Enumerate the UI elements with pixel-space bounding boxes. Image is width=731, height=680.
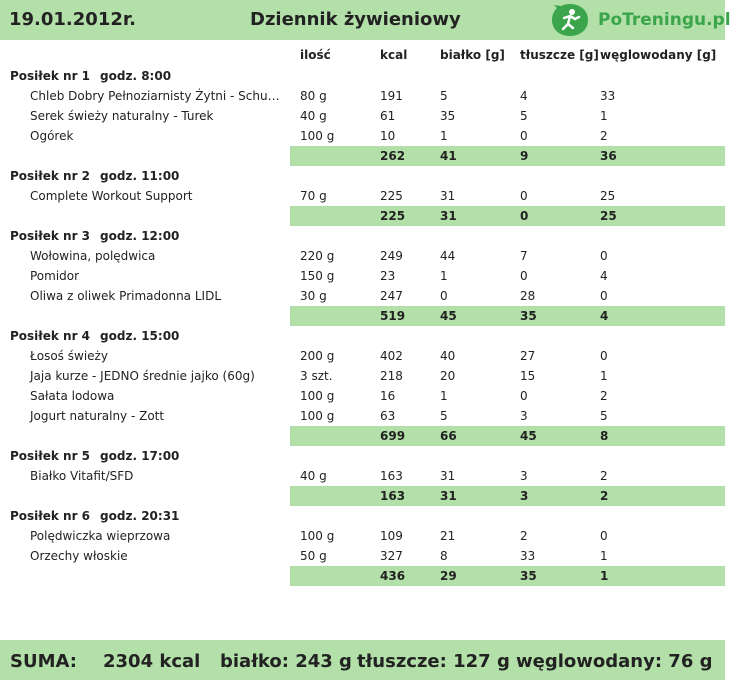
total-protein: 31 (440, 209, 457, 223)
food-kcal: 10 (380, 129, 396, 143)
summary-kcal: 2304 kcal (103, 651, 201, 672)
food-qty: 80 g (300, 89, 327, 103)
food-kcal: 16 (380, 389, 396, 403)
table-row (0, 546, 725, 566)
food-fat: 33 (520, 549, 536, 563)
food-carbs: 2 (600, 129, 608, 143)
food-kcal: 402 (380, 349, 403, 363)
total-protein: 31 (440, 489, 457, 503)
food-carbs: 5 (600, 409, 608, 423)
food-name: Serek świeży naturalny - Turek (30, 109, 214, 123)
table-row (0, 366, 725, 386)
food-protein: 40 (440, 349, 456, 363)
food-qty: 220 g (300, 249, 335, 263)
total-kcal: 163 (380, 489, 406, 503)
summary-label: SUMA: (10, 651, 77, 672)
food-carbs: 2 (600, 389, 608, 403)
table-row (0, 266, 725, 286)
food-carbs: 33 (600, 89, 616, 103)
food-name: Białko Vitafit/SFD (30, 469, 134, 483)
food-qty: 50 g (300, 549, 327, 563)
food-qty: 200 g (300, 349, 335, 363)
total-carbs: 8 (600, 429, 609, 443)
food-name: Wołowina, polędwica (30, 249, 156, 263)
table-row (0, 86, 725, 106)
total-fat: 3 (520, 489, 529, 503)
total-fat: 0 (520, 209, 529, 223)
food-kcal: 191 (380, 89, 403, 103)
food-kcal: 247 (380, 289, 403, 303)
total-carbs: 1 (600, 569, 609, 583)
column-header-fat: tłuszcze [g] (520, 48, 599, 62)
table-row (0, 526, 725, 546)
column-header-protein: białko [g] (440, 48, 505, 62)
food-name: Orzechy włoskie (30, 549, 128, 563)
food-fat: 2 (520, 529, 528, 543)
summary-bar (0, 640, 725, 680)
food-carbs: 0 (600, 289, 608, 303)
food-protein: 44 (440, 249, 456, 263)
table-row (0, 126, 725, 146)
food-carbs: 25 (600, 189, 616, 203)
food-protein: 5 (440, 409, 448, 423)
meal-total-row (290, 306, 725, 326)
food-qty: 40 g (300, 109, 327, 123)
total-kcal: 699 (380, 429, 406, 443)
total-kcal: 519 (380, 309, 406, 323)
meal-title: Posiłek nr 2 godz. 11:00 (10, 169, 180, 183)
meal-total-row (290, 486, 725, 506)
meal-total-row (290, 566, 725, 586)
food-name: Complete Workout Support (30, 189, 193, 203)
total-protein: 66 (440, 429, 457, 443)
meal-title: Posiłek nr 3 godz. 12:00 (10, 229, 180, 243)
table-row (0, 346, 725, 366)
food-protein: 31 (440, 469, 456, 483)
food-carbs: 2 (600, 469, 608, 483)
logo-text: PoTreningu.pl (598, 10, 731, 30)
food-fat: 0 (520, 389, 528, 403)
food-carbs: 0 (600, 349, 608, 363)
food-kcal: 163 (380, 469, 403, 483)
food-kcal: 327 (380, 549, 403, 563)
table-row (0, 286, 725, 306)
food-fat: 27 (520, 349, 536, 363)
total-protein: 41 (440, 149, 457, 163)
total-carbs: 25 (600, 209, 617, 223)
food-protein: 0 (440, 289, 448, 303)
food-name: Polędwiczka wieprzowa (30, 529, 171, 543)
total-fat: 9 (520, 149, 529, 163)
food-carbs: 1 (600, 549, 608, 563)
food-protein: 31 (440, 189, 456, 203)
table-row (0, 466, 725, 486)
food-fat: 4 (520, 89, 528, 103)
summary-protein: białko: 243 g (220, 651, 352, 672)
food-name: Oliwa z oliwek Primadonna LIDL (30, 289, 222, 303)
food-fat: 0 (520, 189, 528, 203)
food-protein: 1 (440, 129, 448, 143)
total-carbs: 2 (600, 489, 609, 503)
food-fat: 5 (520, 109, 528, 123)
food-qty: 40 g (300, 469, 327, 483)
food-qty: 100 g (300, 409, 335, 423)
food-qty: 100 g (300, 529, 335, 543)
food-carbs: 1 (600, 369, 608, 383)
column-header-kcal: kcal (380, 48, 408, 62)
food-fat: 3 (520, 409, 528, 423)
food-kcal: 63 (380, 409, 396, 423)
food-name: Chleb Dobry Pełnoziarnisty Żytni - Schu… (30, 89, 280, 103)
meal-title: Posiłek nr 6 godz. 20:31 (10, 509, 180, 523)
food-name: Łosoś świeży (30, 349, 108, 363)
table-row (0, 246, 725, 266)
summary-fat: tłuszcze: 127 g (357, 651, 510, 672)
food-name: Ogórek (30, 129, 74, 143)
total-fat: 35 (520, 569, 537, 583)
total-kcal: 225 (380, 209, 406, 223)
food-qty: 70 g (300, 189, 327, 203)
total-fat: 35 (520, 309, 537, 323)
food-qty: 150 g (300, 269, 335, 283)
total-protein: 45 (440, 309, 457, 323)
meal-title: Posiłek nr 1 godz. 8:00 (10, 69, 172, 83)
table-row (0, 406, 725, 426)
food-qty: 3 szt. (300, 369, 333, 383)
food-kcal: 249 (380, 249, 403, 263)
food-name: Sałata lodowa (30, 389, 115, 403)
food-carbs: 0 (600, 529, 608, 543)
potreningu-logo[interactable] (550, 2, 731, 38)
food-fat: 3 (520, 469, 528, 483)
food-kcal: 23 (380, 269, 396, 283)
food-fat: 28 (520, 289, 536, 303)
total-protein: 29 (440, 569, 457, 583)
column-header-carbs: węglowodany [g] (600, 48, 717, 62)
total-carbs: 36 (600, 149, 617, 163)
food-protein: 1 (440, 269, 448, 283)
food-carbs: 0 (600, 249, 608, 263)
table-row (0, 386, 725, 406)
total-fat: 45 (520, 429, 537, 443)
food-qty: 30 g (300, 289, 327, 303)
food-kcal: 61 (380, 109, 396, 123)
food-name: Jogurt naturalny - Zott (30, 409, 165, 423)
food-qty: 100 g (300, 389, 335, 403)
food-kcal: 218 (380, 369, 403, 383)
runner-icon (550, 2, 590, 38)
food-name: Jaja kurze - JEDNO średnie jajko (60g) (30, 369, 255, 383)
meal-total-row (290, 146, 725, 166)
meal-title: Posiłek nr 5 godz. 17:00 (10, 449, 180, 463)
total-kcal: 436 (380, 569, 406, 583)
journal-date: 19.01.2012r. (9, 9, 137, 30)
column-header-qty: ilość (300, 48, 331, 62)
food-fat: 0 (520, 269, 528, 283)
meal-total-row (290, 426, 725, 446)
table-row (0, 186, 725, 206)
meal-total-row (290, 206, 725, 226)
meal-title: Posiłek nr 4 godz. 15:00 (10, 329, 180, 343)
food-protein: 35 (440, 109, 456, 123)
header-bar (0, 0, 731, 40)
table-row (0, 106, 725, 126)
food-protein: 5 (440, 89, 448, 103)
food-kcal: 225 (380, 189, 403, 203)
food-protein: 20 (440, 369, 456, 383)
food-fat: 15 (520, 369, 536, 383)
food-fat: 7 (520, 249, 528, 263)
food-protein: 8 (440, 549, 448, 563)
food-carbs: 4 (600, 269, 608, 283)
summary-carbs: węglowodany: 76 g (516, 651, 713, 672)
food-protein: 21 (440, 529, 456, 543)
food-name: Pomidor (30, 269, 80, 283)
food-protein: 1 (440, 389, 448, 403)
food-qty: 100 g (300, 129, 335, 143)
food-fat: 0 (520, 129, 528, 143)
food-carbs: 1 (600, 109, 608, 123)
total-kcal: 262 (380, 149, 406, 163)
food-kcal: 109 (380, 529, 403, 543)
total-carbs: 4 (600, 309, 609, 323)
page-title: Dziennik żywieniowy (250, 9, 461, 30)
